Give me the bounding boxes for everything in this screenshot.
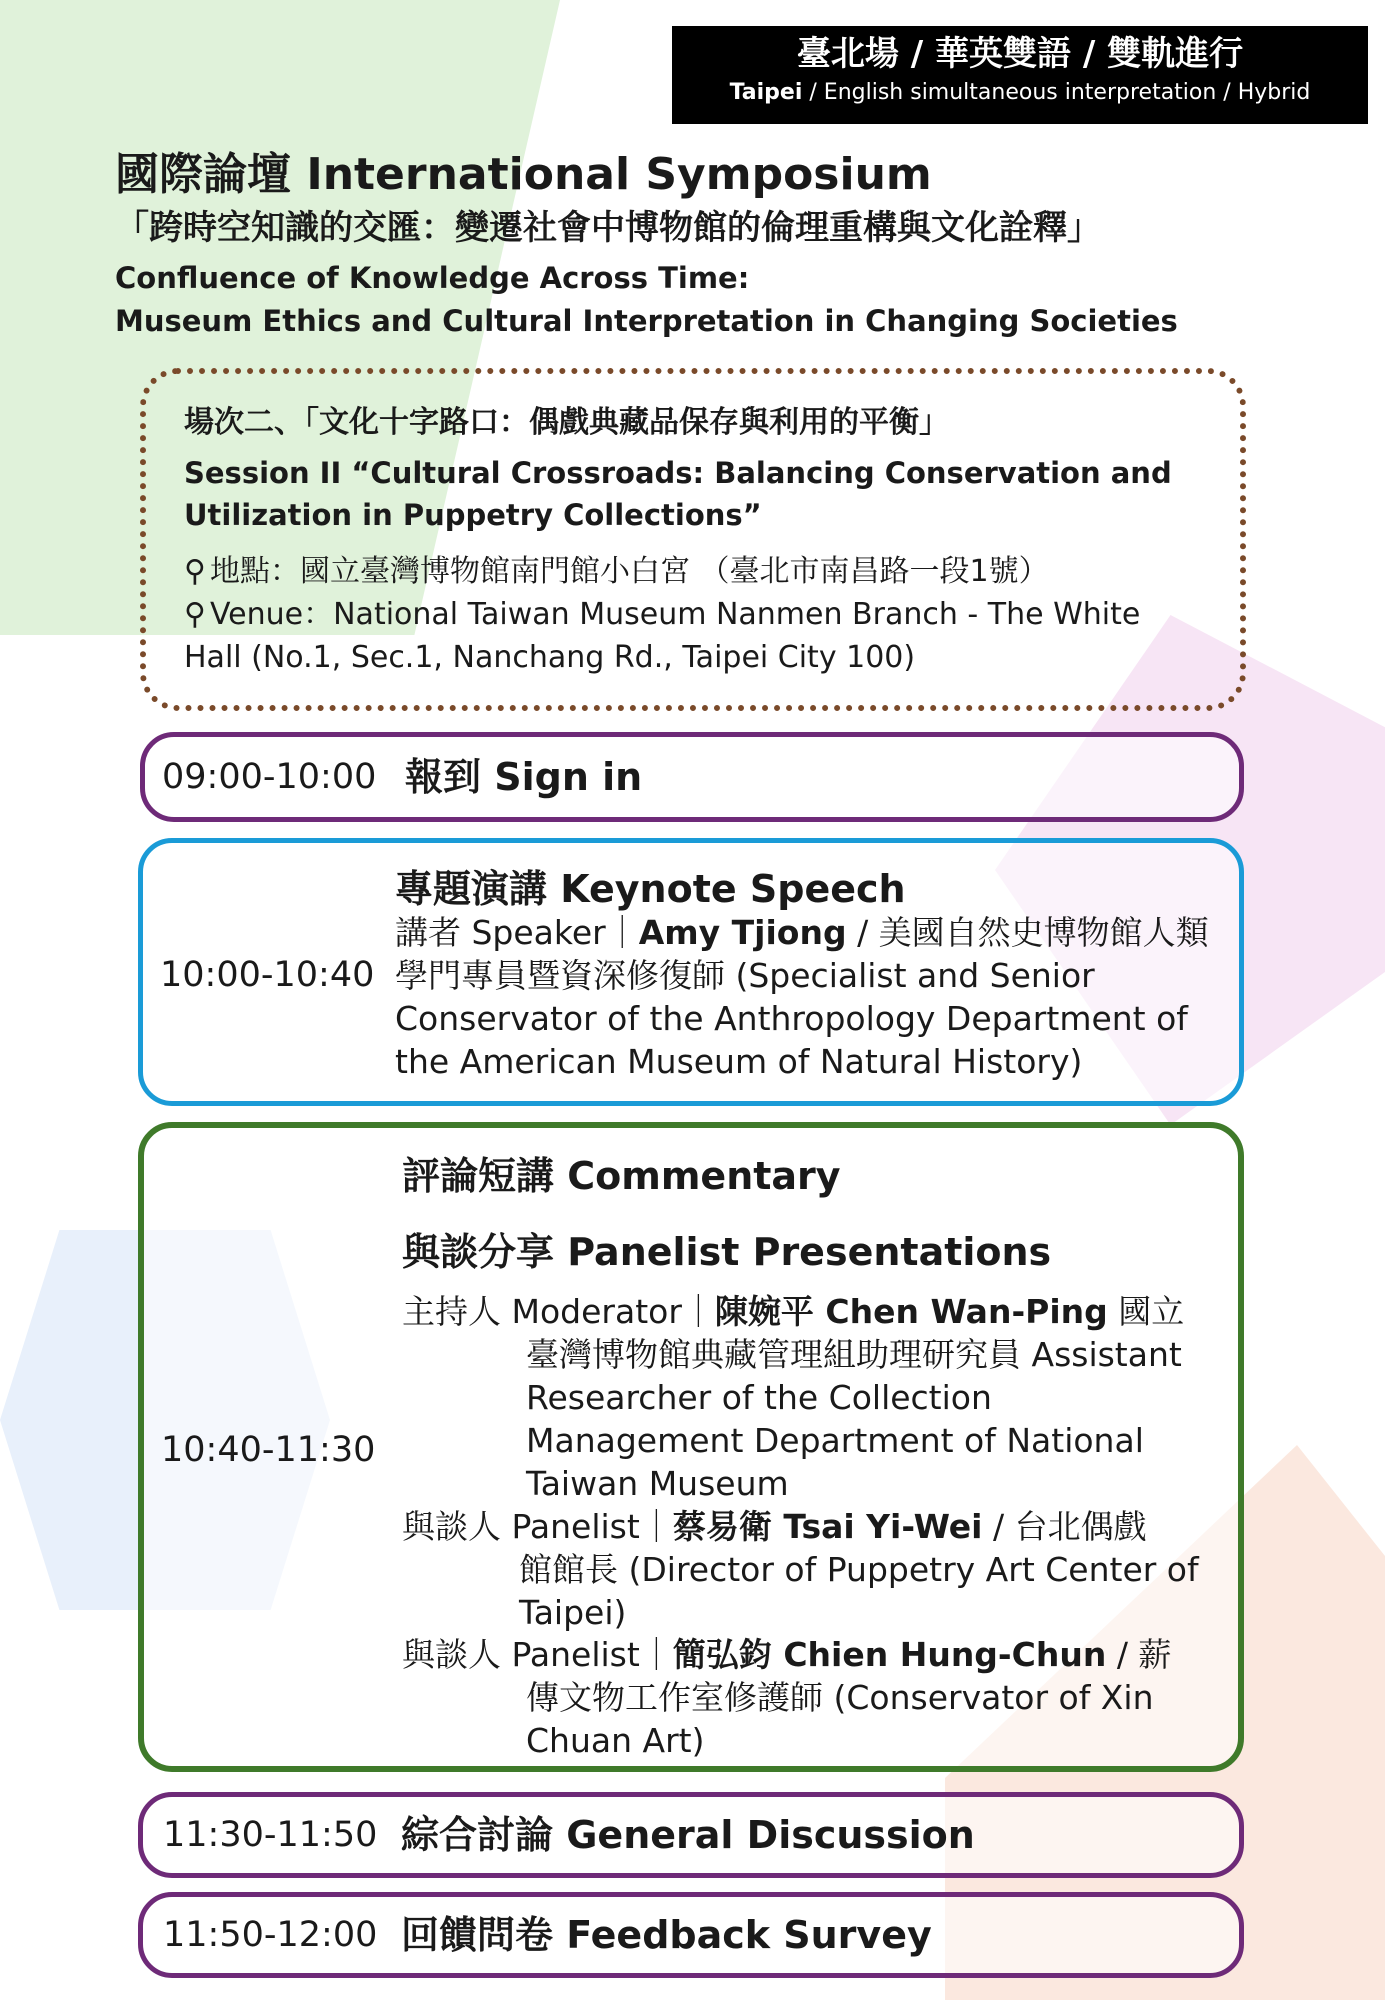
agenda-time: 11:50-12:00 <box>163 1915 378 1955</box>
speaker-desc-line1: / 美國自然史博物館人 <box>846 913 1176 952</box>
agenda-title: 回饋問卷 Feedback Survey <box>401 1913 932 1957</box>
location-pin-icon: ⚲ <box>184 554 206 589</box>
moderator-description: 臺灣博物館典藏管理組助理研究員 Assistant Researcher of the Collection Management Department of National Taiwan Museum <box>526 1335 1182 1503</box>
symposium-theme-english <box>115 257 1178 343</box>
agenda-row-feedback-survey <box>138 1892 1244 1978</box>
agenda-time: 10:00-10:40 <box>160 955 375 995</box>
agenda-title: 報到 Sign in <box>405 755 643 799</box>
session-title-chinese: 場次二、「文化十字路口：偶戲典藏品保存與利用的平衡」 <box>184 405 949 440</box>
panelist1-info <box>402 1505 1362 1548</box>
symposium-title: 國際論壇 International Symposium <box>115 149 932 200</box>
speaker-desc: 類學門專員暨資深修復師 (Specialist and Senior Conservator of the Anthropology Department of the American Museum of Natural History) <box>395 913 1209 1081</box>
keynote-speaker-info <box>395 911 1225 1083</box>
moderator-desc-line1: 國立 <box>1107 1292 1185 1331</box>
agenda-row-sign-in <box>140 732 1244 822</box>
speaker-name: Amy Tjiong <box>638 913 847 952</box>
moderator-role: 主持人 Moderator｜ <box>402 1292 715 1331</box>
panelist2-role: 與談人 Panelist｜ <box>402 1635 673 1674</box>
panelist1-description: 館館長 (Director of Puppetry Art Center of Taipei) <box>519 1550 1199 1632</box>
agenda-time: 11:30-11:50 <box>163 1815 378 1855</box>
venue-english-text: Venue：National Taiwan Museum Nanmen Branch - The White Hall (No.1, Sec.1, Nanchang Rd., Taipei City 100) <box>184 597 1141 675</box>
banner-english-text <box>672 76 1368 110</box>
location-pin-icon: ⚲ <box>184 597 206 632</box>
banner-city: Taipei <box>729 80 803 105</box>
session-info-box <box>140 368 1246 711</box>
panelist1-name: 蔡易衛 Tsai Yi-Wei <box>672 1507 983 1546</box>
agenda-title-panelist: 與談分享 Panelist Presentations <box>402 1230 1052 1274</box>
panelist2-info <box>402 1633 1362 1676</box>
agenda-row-keynote <box>138 838 1244 1106</box>
location-language-banner <box>672 26 1368 124</box>
speaker-role: 講者 Speaker｜ <box>395 913 639 952</box>
panelist2-desc-line1: / 薪 <box>1106 1635 1172 1674</box>
agenda-row-general-discussion <box>138 1792 1244 1878</box>
session-title-english: Session II “Cultural Crossroads: Balancing Conservation and Utilization in Puppetry Collections” <box>184 456 1172 532</box>
symposium-theme-chinese: 「跨時空知識的交匯：變遷社會中博物館的倫理重構與文化詮釋」 <box>115 208 1101 248</box>
venue-chinese-text: 地點：國立臺灣博物館南門館小白宮 （臺北市南昌路一段1號） <box>209 554 1049 589</box>
theme-english-line2: Museum Ethics and Cultural Interpretation in Changing Societies <box>115 304 1178 338</box>
agenda-title: 專題演講 Keynote Speech <box>395 867 906 911</box>
agenda-title: 綜合討論 General Discussion <box>401 1813 975 1857</box>
moderator-name: 陳婉平 Chen Wan-Ping <box>714 1292 1108 1331</box>
banner-details: / English simultaneous interpretation / Hybrid <box>802 80 1311 105</box>
venue-english <box>184 593 1184 679</box>
agenda-row-commentary <box>138 1122 1244 1772</box>
agenda-time: 09:00-10:00 <box>162 757 377 797</box>
panelist2-name: 簡弘鈞 Chien Hung-Chun <box>672 1635 1107 1674</box>
agenda-time: 10:40-11:30 <box>161 1430 376 1470</box>
panelist2-description: 傳文物工作室修護師 (Conservator of Xin Chuan Art) <box>526 1678 1154 1760</box>
moderator-info <box>402 1290 1362 1333</box>
banner-chinese-text: 臺北場 / 華英雙語 / 雙軌進行 <box>796 34 1244 74</box>
venue-chinese <box>184 551 1049 593</box>
panelist1-desc-line1: / 台北偶戲 <box>982 1507 1147 1546</box>
agenda-title-commentary: 評論短講 Commentary <box>402 1154 841 1198</box>
theme-english-line1: Confluence of Knowledge Across Time: <box>115 261 750 295</box>
panelist1-role: 與談人 Panelist｜ <box>402 1507 673 1546</box>
